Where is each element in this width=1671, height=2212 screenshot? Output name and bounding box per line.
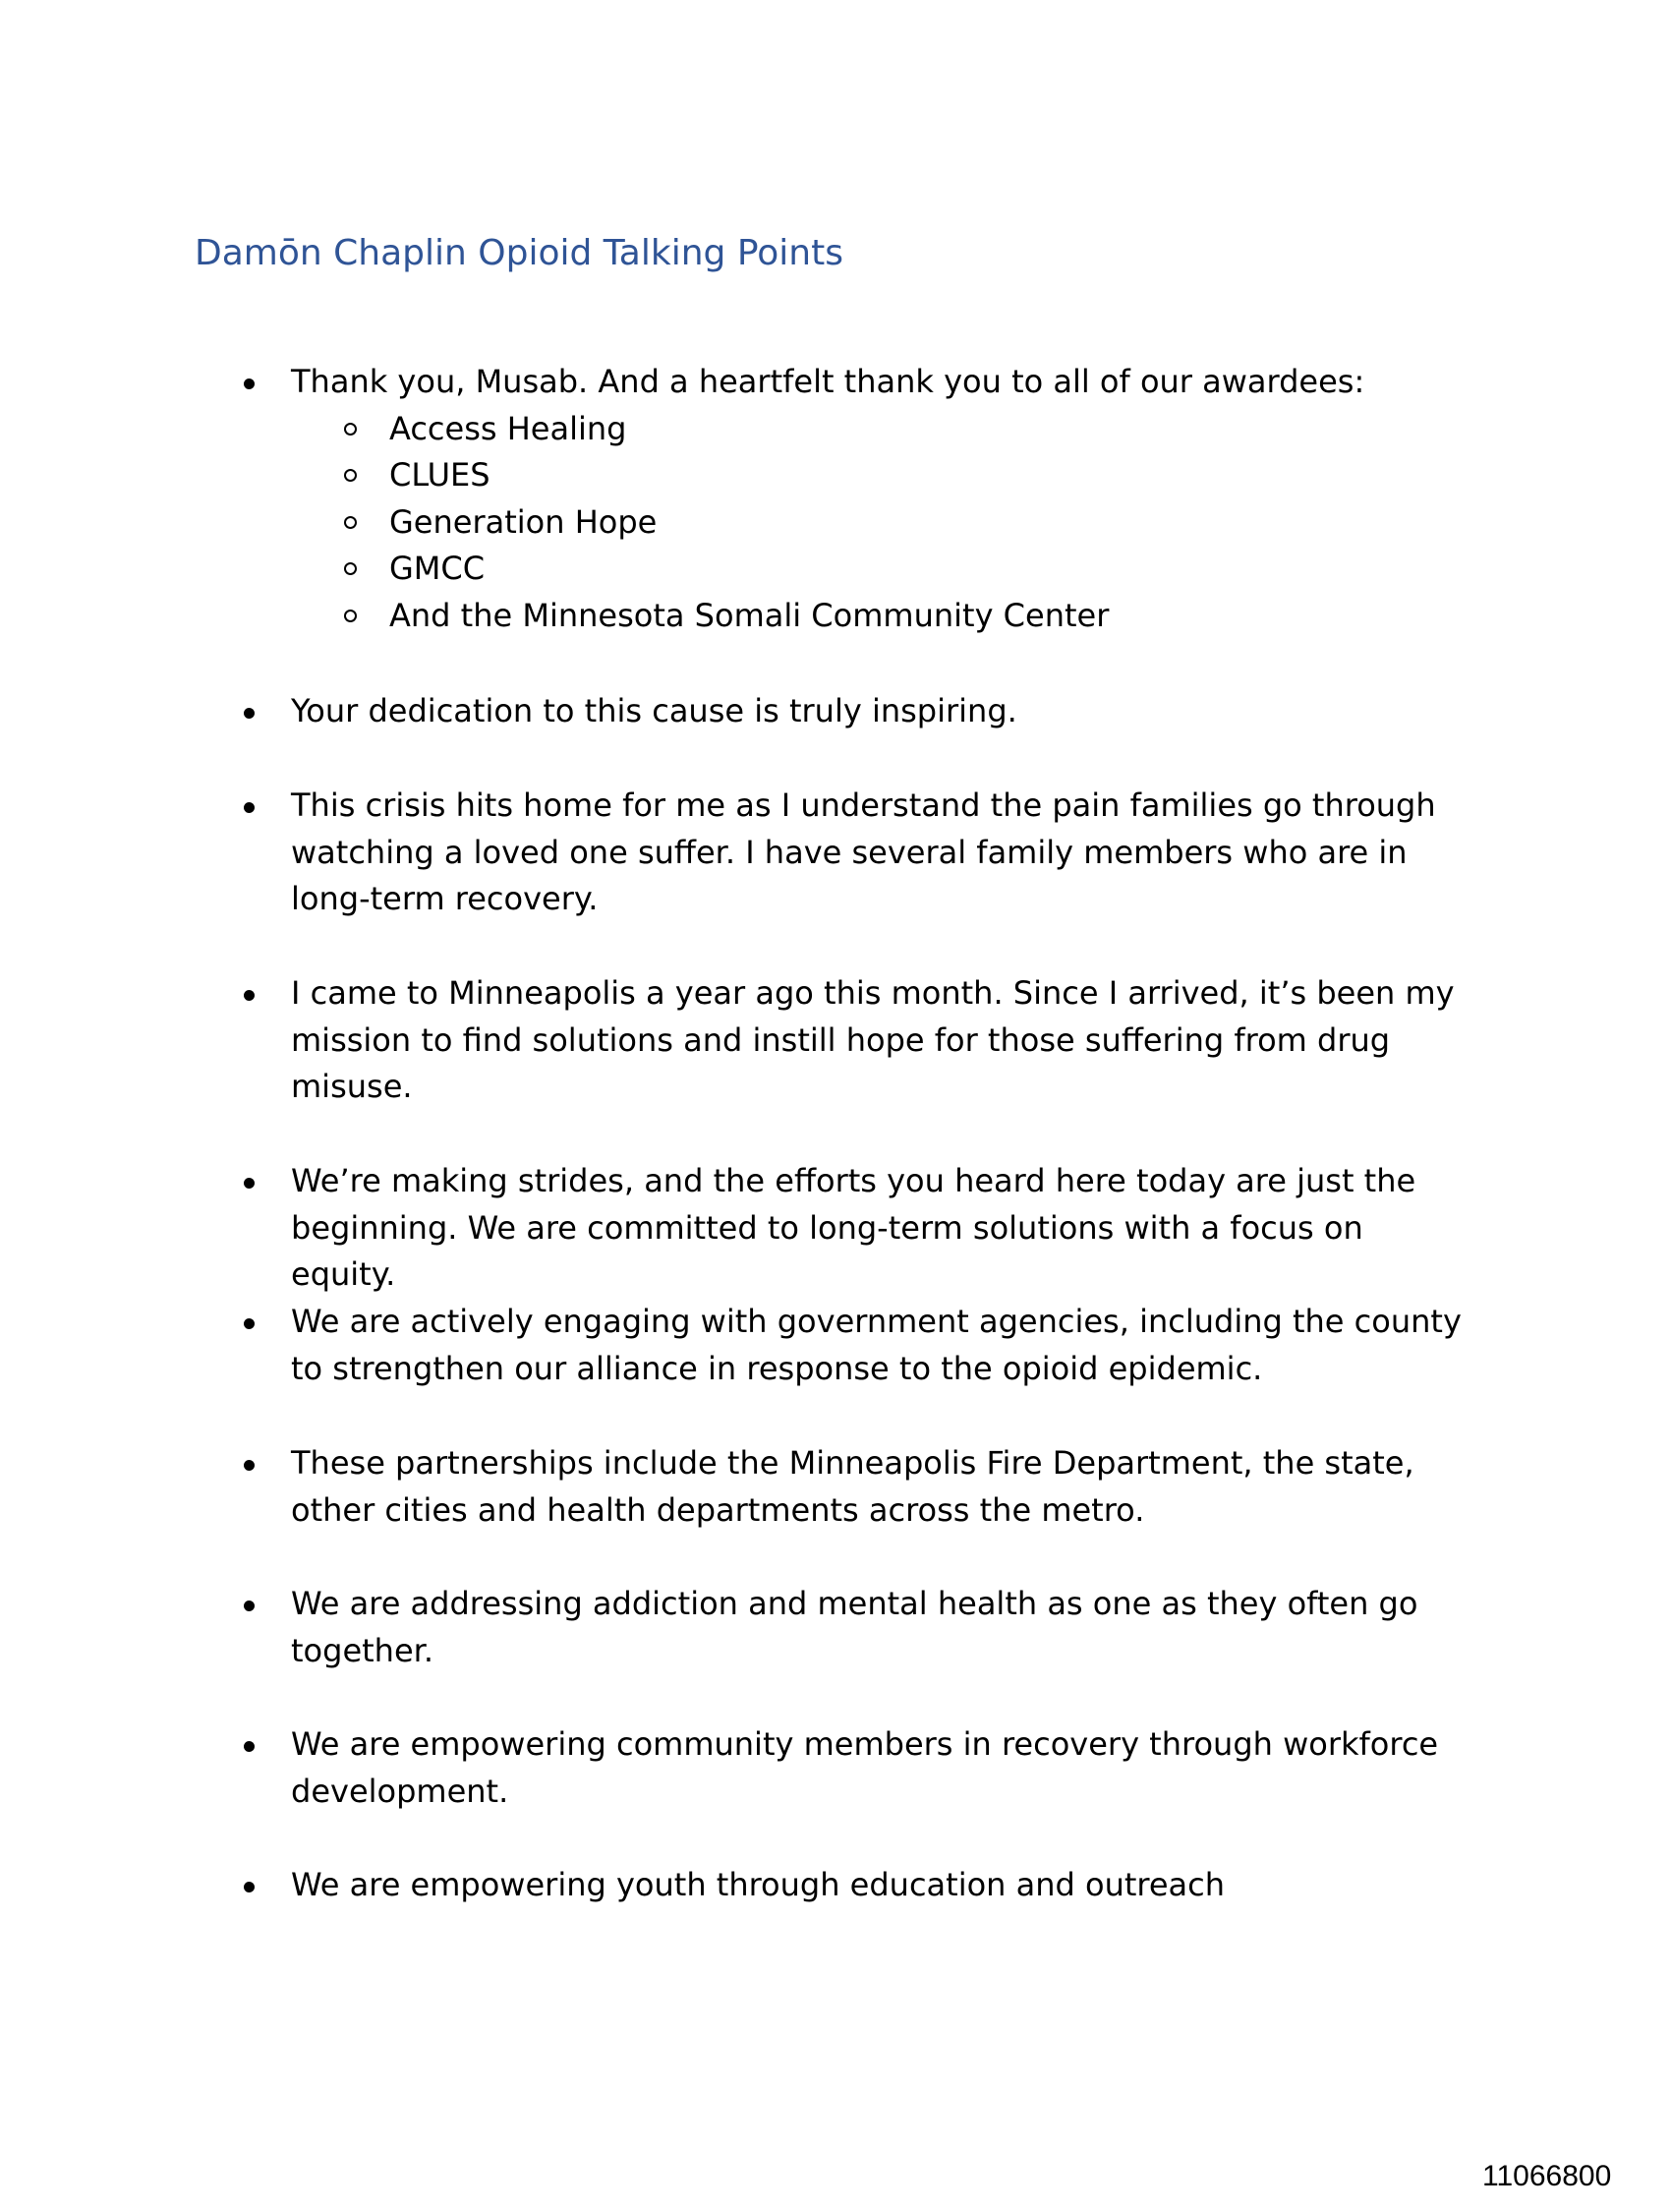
bullet-icon bbox=[244, 1601, 255, 1611]
bullet-icon bbox=[244, 1178, 255, 1189]
bullet-icon bbox=[244, 990, 255, 1001]
bullet-text: We are empowering youth through education and outreach bbox=[291, 1866, 1226, 1903]
sub-list-item bbox=[0, 546, 1671, 593]
bullet-text: We are actively engaging with government agencies, including the county to strengthen our alliance in response to the opioid epidemic. bbox=[291, 1303, 1462, 1387]
bullet-text: Thank you, Musab. And a heartfelt thank you to all of our awardees: bbox=[291, 363, 1365, 400]
hollow-bullet-icon bbox=[344, 516, 357, 529]
bullet-text: We’re making strides, and the efforts you heard here today are just the beginning. We are committed to long-term solutions with a focus on equity. bbox=[291, 1162, 1416, 1293]
awardee-name: And the Minnesota Somali Community Center bbox=[389, 596, 1110, 634]
bullet-icon bbox=[244, 378, 255, 389]
awardee-name: CLUES bbox=[389, 456, 490, 494]
bullet-text: We are addressing addiction and mental health as one as they often go together. bbox=[291, 1585, 1418, 1669]
page-title: Damōn Chaplin Opioid Talking Points bbox=[195, 233, 843, 273]
bullet-text: Your dedication to this cause is truly inspiring. bbox=[291, 692, 1017, 729]
bullet-icon bbox=[244, 1741, 255, 1752]
awardee-name: Access Healing bbox=[389, 409, 627, 447]
hollow-bullet-icon bbox=[344, 469, 357, 482]
awardee-name: GMCC bbox=[389, 550, 486, 587]
sub-list-item bbox=[0, 406, 1671, 453]
sub-list-item bbox=[0, 452, 1671, 499]
awardee-name: Generation Hope bbox=[389, 502, 658, 541]
bullet-text: We are empowering community members in recovery through workforce development. bbox=[291, 1725, 1439, 1810]
bullet-icon bbox=[244, 802, 255, 813]
bullet-text: I came to Minneapolis a year ago this month. Since I arrived, it’s been my mission to find solutions and instill hope for those suffering from drug misuse. bbox=[291, 974, 1455, 1105]
bullet-text: These partnerships include the Minneapolis Fire Department, the state, other cities and health departments across the metro. bbox=[291, 1444, 1414, 1529]
bullet-icon bbox=[244, 1882, 255, 1892]
bullet-icon bbox=[244, 1318, 255, 1329]
bullet-icon bbox=[244, 708, 255, 719]
bullet-icon bbox=[244, 1460, 255, 1471]
document-id: 11066800 bbox=[1482, 2160, 1612, 2192]
bullet-text: This crisis hits home for me as I understand the pain families go through watching a loved one suffer. I have several family members who are in long-term recovery. bbox=[291, 786, 1436, 917]
hollow-bullet-icon bbox=[344, 423, 357, 436]
sub-list-item bbox=[0, 593, 1671, 640]
sub-list-item bbox=[0, 499, 1671, 547]
hollow-bullet-icon bbox=[344, 610, 357, 622]
hollow-bullet-icon bbox=[344, 562, 357, 575]
